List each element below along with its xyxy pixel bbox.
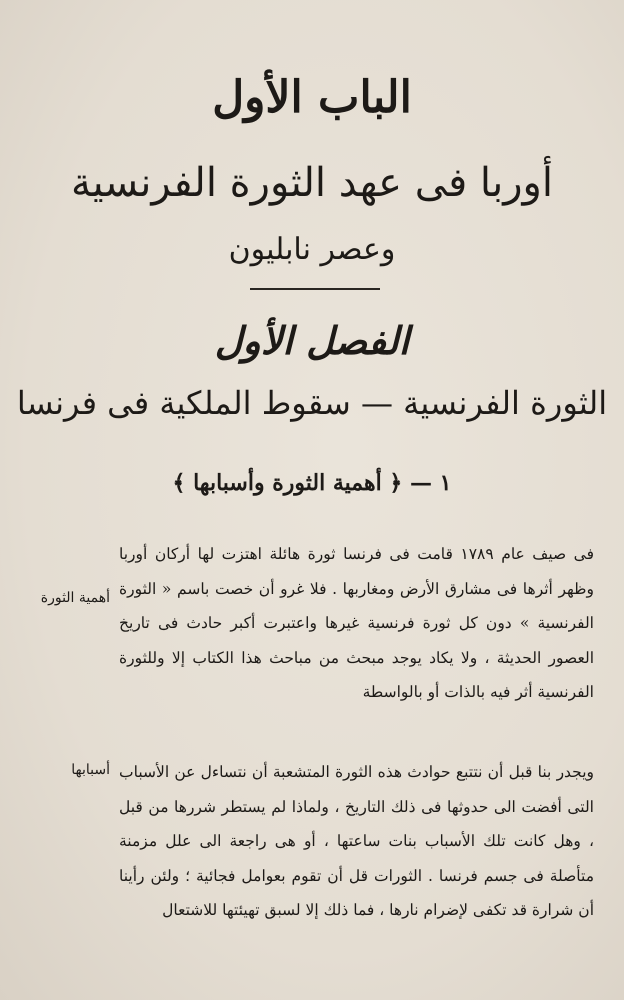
chapter-title: الباب الأول	[212, 72, 412, 123]
subsection-title: ١ — ﴿ أهمية الثورة وأسبابها ﴾	[172, 470, 452, 496]
margin-note-causes: أسبابها	[71, 762, 110, 778]
paragraph-2: ويجدر بنا قبل أن نتتبع حوادث هذه الثورة المتشعبة أن نتساءل عن الأسباب التى أفضت الى حدوثها فى ذلك التاريخ ، ولماذا لم يستطر شررها من قبل ، وهل كانت تلك الأسباب بنات ساعتها ، أو هى راجعة الى علل مزمنة متأصلة فى جسم فرنسا . الثورات قل أن تقوم بعوامل فجائية ؛ ولئن رأينا أن شرارة قد تكفى لإضرام نارها ، فما ذلك إلا لسبق تهيئتها للاشتعال	[119, 763, 594, 919]
divider	[250, 288, 380, 290]
chapter-subtitle: أوربا فى عهد الثورة الفرنسية	[71, 160, 553, 206]
chapter-subtitle-2: وعصر نابليون	[228, 232, 396, 267]
section-title: الثورة الفرنسية — سقوط الملكية فى فرنسا	[16, 384, 608, 422]
paragraph-1: فى صيف عام ١٧٨٩ قامت فى فرنسا ثورة هائلة اهتزت لها أركان أوربا وظهر أثرها فى مشارق الأرض ومغاربها . فلا غرو أن خصت باسم « الثورة الفرنسية » دون كل ثورة فرنسية غيرها واعتبرت أكبر حادث فى تاريخ العصور الحديثة ، ولا يكاد يوجد مبحث من مباحث هذا الكتاب إلا وللثورة الفرنسية أثر فيه بالذات أو بالواسطة	[119, 545, 595, 701]
margin-note-importance: أهمية الثورة	[40, 590, 110, 606]
section-heading: الفصل الأول	[214, 318, 410, 363]
